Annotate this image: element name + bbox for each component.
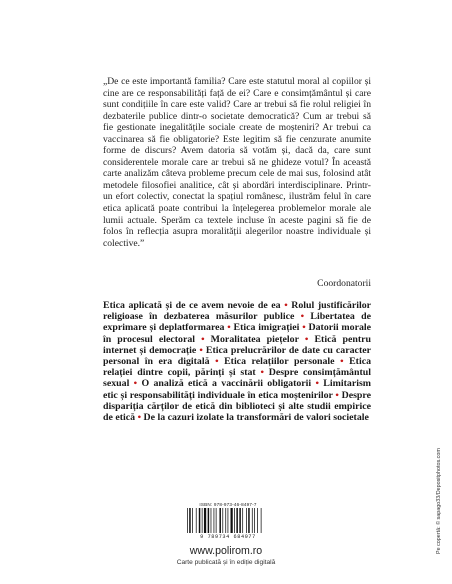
contents-item: Etica prelucrărilor de date cu caracter personal în era digitală bbox=[103, 344, 371, 368]
cover-photo-credit: Pe copertă: © sapago33/Depositphotos.com bbox=[436, 448, 442, 554]
contents-item: Etica relațiilor personale bbox=[224, 356, 335, 368]
bullet-separator-icon: • bbox=[227, 322, 231, 334]
barcode-block bbox=[185, 502, 271, 540]
bullet-separator-icon: • bbox=[315, 378, 319, 390]
contents-item: Datorii morale în procesul electoral bbox=[103, 322, 372, 345]
bullet-separator-icon: • bbox=[199, 344, 203, 356]
bullet-separator-icon: • bbox=[137, 412, 142, 424]
contents-item: Despre dispariția cărților de etică din biblioteci și alte studii empirice de etică bbox=[103, 389, 371, 424]
barcode-icon bbox=[185, 508, 271, 533]
intro-text: „De ce este importantă familia? Care este statutul moral al copiilor și cine are ce responsabilități față de ei? Care e consimțământul și care sunt condițiile în care este valid? Care ar trebui să fie rolul religiei în dezbaterile publice dintr-o societate democratică? Cum ar trebui să fie gestionate inegalitățile sociale create de moșteniri? Ar trebui ca vaccinarea să fie obligatorie? Este legitim să fie cenzurate anumite forme de discurs? Avem datoria să votăm și, dacă da, care sunt considerentele morale care ar trebui să ne ghideze votul? În această carte analizăm câteva probleme precum cele de mai sus, folosind atât metodele filosofiei analitice, cât și abordări interdisciplinare. Printr-un efort colectiv, conectat la spațiul românesc, ilustrăm felul în care etica aplicată poate contribui la înțelegerea problemelor morale ale lumii actuale. Sperăm ca textele incluse în aceste pagini să fie de folos în reflecția asupra moralității alegerilor noastre individuale și colective.” bbox=[103, 76, 371, 249]
contents-item: Etica aplicată și de ce avem nevoie de ea bbox=[103, 300, 281, 311]
bullet-separator-icon: • bbox=[304, 333, 309, 345]
digital-edition-note: Carte publicată și în ediție digitală bbox=[176, 559, 276, 566]
contents-item: Etică pentru internet și democrație bbox=[103, 333, 371, 356]
contents-item: Etica imigrației bbox=[233, 322, 300, 334]
contents-item: Despre consimțământul sexual bbox=[103, 367, 372, 390]
isbn-label: ISBN: 978-973-46-8497-7 bbox=[199, 502, 257, 507]
bullet-separator-icon: • bbox=[302, 322, 306, 334]
bullet-separator-icon: • bbox=[201, 333, 205, 345]
contents-item: Libertatea de exprimare și deplatformarea bbox=[103, 311, 372, 334]
publisher-website[interactable]: www.polirom.ro bbox=[189, 545, 263, 557]
bullet-separator-icon: • bbox=[133, 378, 138, 390]
contents-item: Etica relației dintre copii, părinți și stat bbox=[103, 356, 372, 379]
bullet-separator-icon: • bbox=[300, 311, 305, 323]
contents-item: Limitarism etic și responsabilități individuale în etica moștenirilor bbox=[103, 378, 372, 401]
bullet-separator-icon: • bbox=[260, 367, 264, 379]
intro-signature: Coordonatorii bbox=[317, 278, 371, 289]
contents-item: Rolul justificărilor religioase în dezbaterea măsurilor publice bbox=[103, 300, 372, 323]
bullet-separator-icon: • bbox=[340, 356, 344, 368]
barcode-digits: 9 789734 684977 bbox=[200, 534, 256, 540]
intro-blurb bbox=[103, 76, 371, 249]
bullet-separator-icon: • bbox=[335, 389, 339, 401]
bullet-separator-icon: • bbox=[284, 300, 288, 311]
contents-list bbox=[103, 300, 371, 423]
contents-item: Moralitatea piețelor bbox=[210, 333, 299, 345]
contents-item: De la cazuri izolate la transformări de valori societale bbox=[143, 412, 369, 424]
bullet-separator-icon: • bbox=[215, 356, 219, 368]
contents-item: O analiză etică a vaccinării obligatorii bbox=[141, 378, 312, 390]
